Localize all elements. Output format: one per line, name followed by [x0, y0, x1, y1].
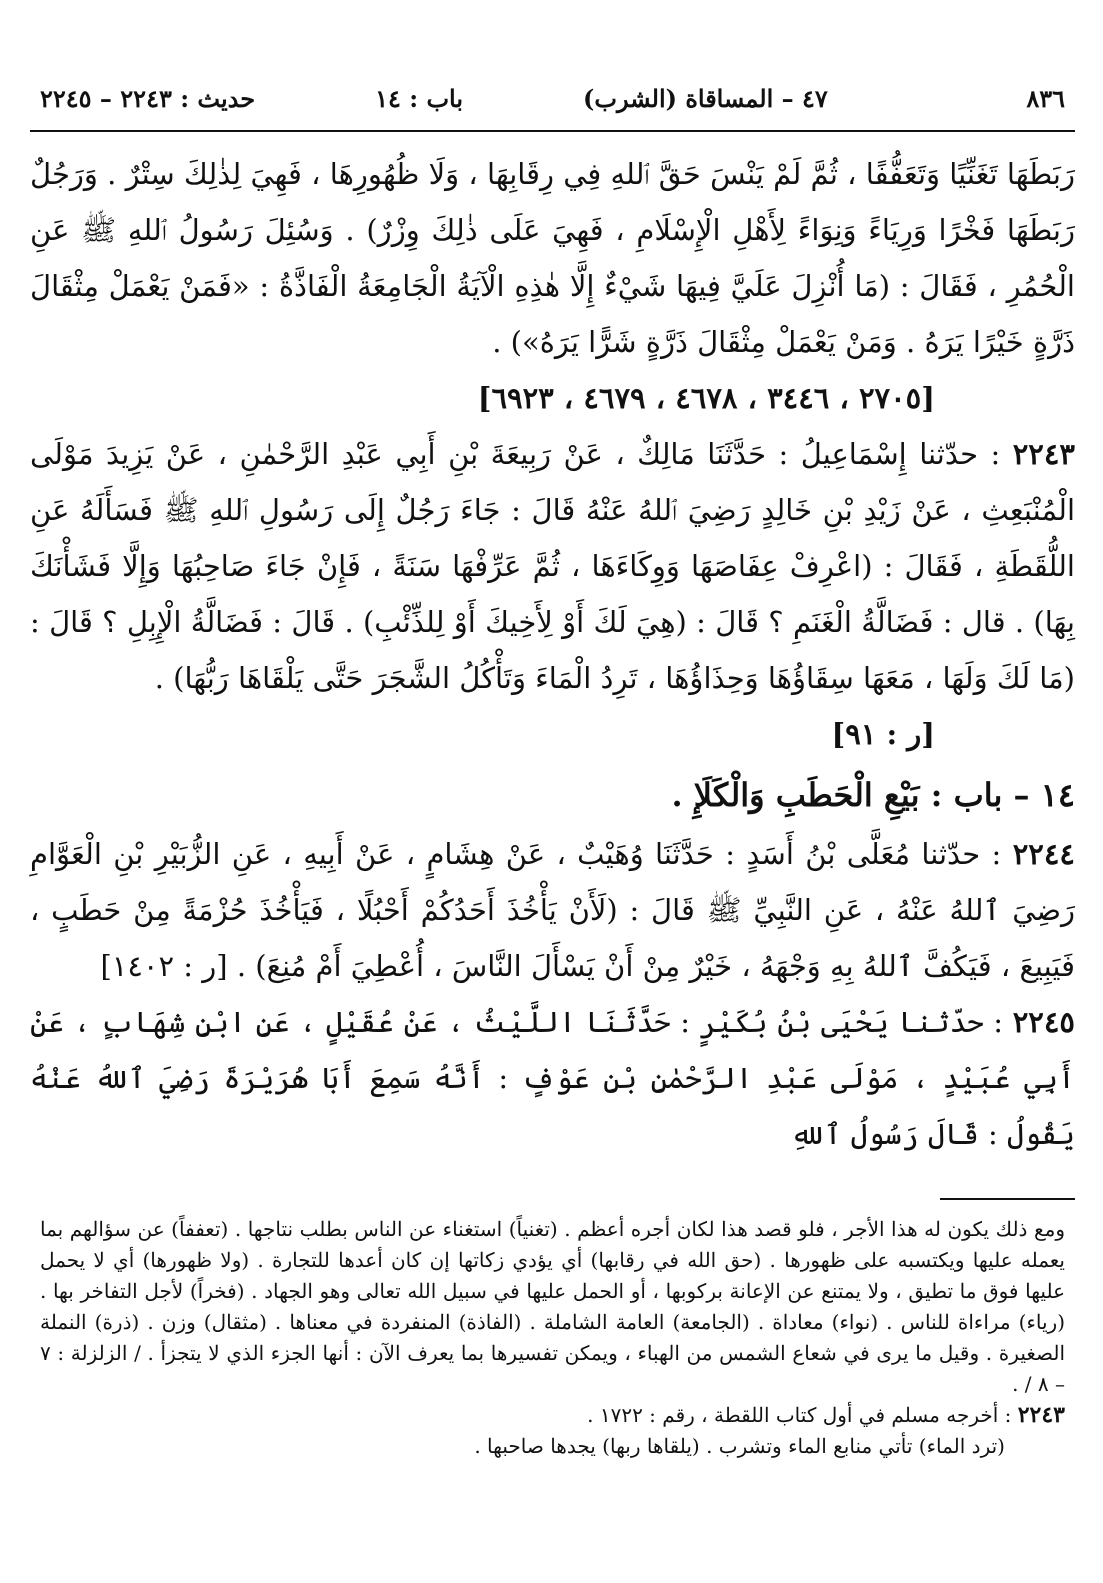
- footnote-text: : أخرجه مسلم في أول كتاب اللقطة ، رقم : ١٧٢٢ .: [587, 1403, 1012, 1427]
- hadith-text: : حدّثنا مُعَلَّى بْنُ أَسَدٍ : حَدَّثَنَا وُهَيْبٌ ، عَنْ هِشَامٍ ، عَنْ أَبِيهِ ، عَنِ الزُّبَيْرِ بْنِ الْعَوَّامِ رَضِيَ ٱللهُ عَنْهُ ، عَنِ النَّبِيِّ ﷺ قَالَ : (لَأَنْ يَأْخُذَ أَحَدُكُمْ أَحْبُلًا ، فَيَأْخُذَ حُزْمَةً مِنْ حَطَبٍ ، فَيَبِيعَ ، فَيَكُفَّ ٱللهُ بِهِ وَجْهَهُ ، خَيْرٌ مِنْ أَنْ يَسْأَلَ النَّاسَ ، أُعْطِيَ أَمْ مُنِعَ) . [ر : ١٤٠٢]: [30, 837, 1075, 983]
- hadith-2245: [30, 994, 1075, 1162]
- hadith-number: ٢٢٤٥: [1012, 1005, 1076, 1039]
- hadith-2243: [30, 426, 1075, 706]
- chapter-title: ٤٧ – المساقاة (الشرب): [583, 84, 828, 113]
- cross-reference: [٢٧٠٥ ، ٣٤٤٦ ، ٤٦٧٨ ، ٤٦٧٩ ، ٦٩٢٣]: [477, 381, 935, 415]
- main-text: [30, 146, 1075, 1162]
- hadith-text: : حدّثنا إِسْمَاعِيلُ : حَدَّثَنَا مَالِكٌ ، عَنْ رَبِيعَةَ بْنِ أَبِي عَبْدِ الرَّحْمٰنِ ، عَنْ يَزِيدَ مَوْلَى الْمُنْبَعِثِ ، عَنْ زَيْدِ بْنِ خَالِدٍ رَضِيَ ٱللهُ عَنْهُ قَالَ : جَاءَ رَجُلٌ إِلَى رَسُولِ ٱللهِ ﷺ فَسَأَلَهُ عَنِ اللُّقَطَةِ ، فَقَالَ : (اعْرِفْ عِفَاصَهَا وَوِكَاءَهَا ، ثُمَّ عَرِّفْهَا سَنَةً ، فَإِنْ جَاءَ صَاحِبُهَا وَإِلَّا فَشَأْنَكَ بِهَا) . قال : فَضَالَّةُ الْغَنَمِ ؟ قَالَ : (هِيَ لَكَ أَوْ لِأَخِيكَ أَوْ لِلذِّئْبِ) . قَالَ : فَضَالَّةُ الْإِبِلِ ؟ قَالَ : (مَا لَكَ وَلَهَا ، مَعَهَا سِقَاؤُهَا وَحِذَاؤُهَا ، تَرِدُ الْمَاءَ وَتَأْكُلُ الشَّجَرَ حَتَّى يَلْقَاهَا رَبُّهَا) .: [30, 437, 1075, 695]
- hadith-number: ٢٢٤٣: [1012, 437, 1076, 471]
- hadith-2244: [30, 826, 1075, 994]
- header-rule: [30, 130, 1075, 132]
- header-titles: [40, 84, 828, 113]
- page-number: ٨٣٦: [1026, 84, 1065, 113]
- continuation-paragraph: رَبَطَهَا تَغَنِّيًا وَتَعَفُّفًا ، ثُمَّ لَمْ يَنْسَ حَقَّ ٱللهِ فِي رِقَابِهَا ، وَلَا ظُهُورِهَا ، فَهِيَ لِذٰلِكَ سِتْرٌ . وَرَجُلٌ رَبَطَهَا فَخْرًا وَرِيَاءً وَنِوَاءً لِأَهْلِ الْإِسْلَامِ ، فَهِيَ عَلَى ذٰلِكَ وِزْرٌ) . وَسُئِلَ رَسُولُ ٱللهِ ﷺ عَنِ الْحُمُرِ ، فَقَالَ : (مَا أُنْزِلَ عَلَيَّ فِيهَا شَيْءٌ إِلَّا هٰذِهِ الْآيَةُ الْجَامِعَةُ الْفَاذَّةُ : «فَمَنْ يَعْمَلْ مِثْقَالَ ذَرَّةٍ خَيْرًا يَرَهُ . وَمَنْ يَعْمَلْ مِثْقَالَ ذَرَّةٍ شَرًّا يَرَهُ») .: [30, 157, 1075, 359]
- footnote-2243: [40, 1400, 1065, 1431]
- running-header: [30, 72, 1075, 120]
- bab-label: باب : ١٤: [375, 84, 464, 113]
- footnote-rule: [940, 1198, 1075, 1200]
- book-page: [30, 72, 1075, 1562]
- bab-heading: ١٤ – باب : بَيْعِ الْحَطَبِ وَالْكَلَإِ .: [671, 776, 1075, 814]
- footnote-number: ٢٢٤٣: [1017, 1402, 1065, 1428]
- hadith-number: ٢٢٤٤: [1012, 837, 1075, 871]
- footnotes: [30, 1214, 1075, 1462]
- hadith-text: : حدّثنا يَحْيَى بْنُ بُكَيْرٍ : حَدَّثَنَا اللَّيْثُ ، عَنْ عُقَيْلٍ ، عَنِ ابْنِ شِهَابٍ ، عَنْ أَبِي عُبَيْدٍ ، مَوْلَى عَبْدِ الرَّحْمٰنِ بْنِ عَوْفٍ : أَنَّهُ سَمِعَ أَبَا هُرَيْرَةَ رَضِيَ ٱللهُ عَنْهُ يَقُولُ : قَالَ رَسُولُ ٱللهِ: [30, 1005, 1075, 1151]
- footnote: (ترد الماء) تأتي منابع الماء وتشرب . (يلقاها ربها) يجدها صاحبها .: [474, 1434, 1005, 1458]
- hadith-range: حديث : ٢٢٤٣ – ٢٢٤٥: [40, 84, 256, 113]
- cross-reference: [ر : ٩١]: [831, 717, 935, 751]
- footnote: ومع ذلك يكون له هذا الأجر ، فلو قصد هذا لكان أجره أعظم . (تغنياً) استغناء عن الناس بطلب نتاجها . (تعففاً) عن سؤالهم بما يعمله عليها ويكتسبه على ظهورها . (حق الله في رقابها) أي يؤدي زكاتها إن كان أعدها للتجارة . (ولا ظهورها) أي لا يحمل عليها فوق ما تطيق ، ولا يمتنع عن الإعانة بركوبها ، أو الحمل عليها في سبيل الله تعالى وهو الجهاد . (فخراً) لأجل التفاخر بها . (رياء) مراءاة للناس . (نواء) معاداة . (الجامعة) العامة الشاملة . (الفاذة) المنفردة في معناها . (مثقال) وزن . (ذرة) النملة الصغيرة . وقيل ما يرى في شعاع الشمس من الهباء ، ويمكن تفسيرها بما يعرف الآن : أنها الجزء الذي لا يتجزأ . / الزلزلة : ٧ – ٨ / .: [40, 1217, 1065, 1396]
